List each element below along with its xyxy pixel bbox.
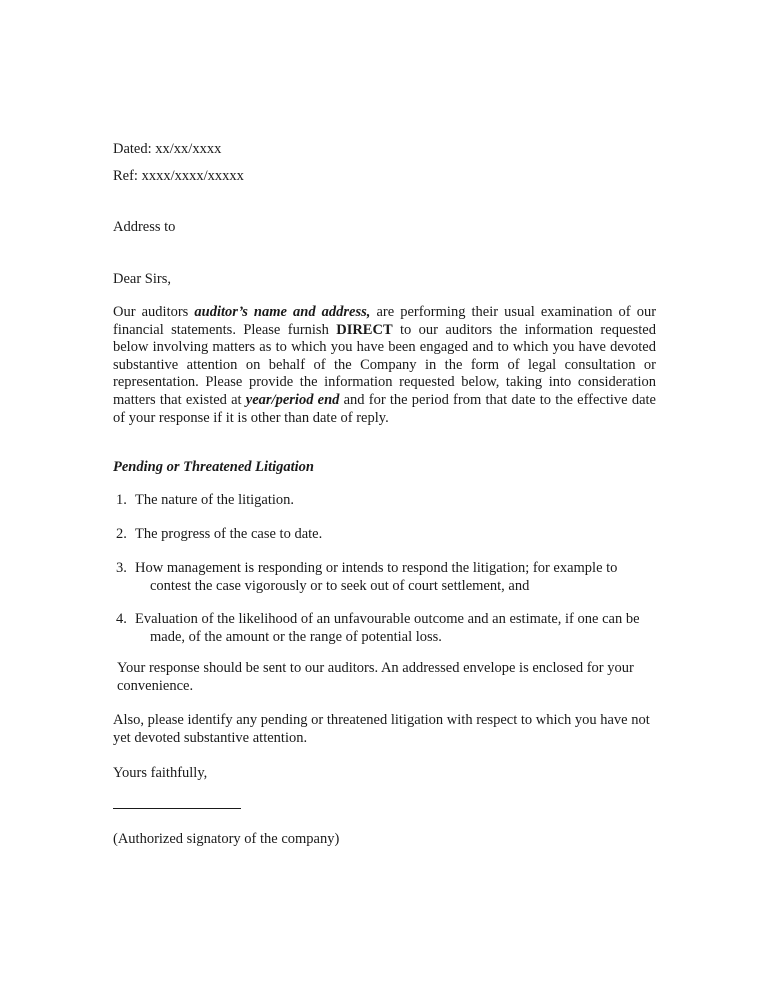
reference-line: Ref: xxxx/xxxx/xxxxx <box>113 168 244 184</box>
intro-text-1: Our auditors <box>113 304 195 320</box>
list-item <box>116 611 656 646</box>
direct-emphasis: DIRECT <box>336 321 393 338</box>
list-item-number: 4. <box>116 611 127 627</box>
section-heading: Pending or Threatened Litigation <box>113 459 314 475</box>
list-item-text: The nature of the litigation. <box>135 492 295 508</box>
intro-paragraph <box>113 304 656 427</box>
intro-text-3: to our auditors the information requested below involving matters as to which you have been engaged and to which you have devoted substantive attention on behalf of the Company in the form of legal consultation or representation. Please provide the information requested below, taking into consideration matters that existed at <box>113 321 656 408</box>
auditor-name-placeholder: auditor’s name and address, <box>194 304 371 320</box>
closing: Yours faithfully, <box>113 765 208 781</box>
list-item-text: The progress of the case to date. <box>135 526 323 542</box>
signatory-caption: (Authorized signatory of the company) <box>113 831 340 847</box>
salutation: Dear Sirs, <box>113 271 171 287</box>
dated-line: Dated: xx/xx/xxxx <box>113 141 222 157</box>
address-to: Address to <box>113 219 176 235</box>
list-item-number: 3. <box>116 560 127 576</box>
list-item-text: How management is responding or intends to respond the litigation; for example to contest the case vigorously or to seek out of court settlement, and <box>135 560 618 594</box>
intro-text-2: are performing their usual examination of our financial statements. Please furnish <box>113 304 657 338</box>
period-end-placeholder: year/period end <box>245 391 340 408</box>
list-item-text: Evaluation of the likelihood of an unfavourable outcome and an estimate, if one can be made, of the amount or the range of potential loss. <box>135 611 640 645</box>
also-note: Also, please identify any pending or threatened litigation with respect to which you have not yet devoted substantive attention. <box>113 712 650 746</box>
response-note: Your response should be sent to our auditors. An addressed envelope is enclosed for your convenience. <box>117 660 634 694</box>
signature-line <box>113 808 241 809</box>
list-item-number: 1. <box>116 492 127 508</box>
list-item <box>116 560 656 595</box>
intro-text-4: and for the period from that date to the effective date of your response if it is other than date of reply. <box>113 391 656 426</box>
list-item <box>116 492 656 510</box>
list-item <box>116 526 656 544</box>
list-item-number: 2. <box>116 526 127 542</box>
